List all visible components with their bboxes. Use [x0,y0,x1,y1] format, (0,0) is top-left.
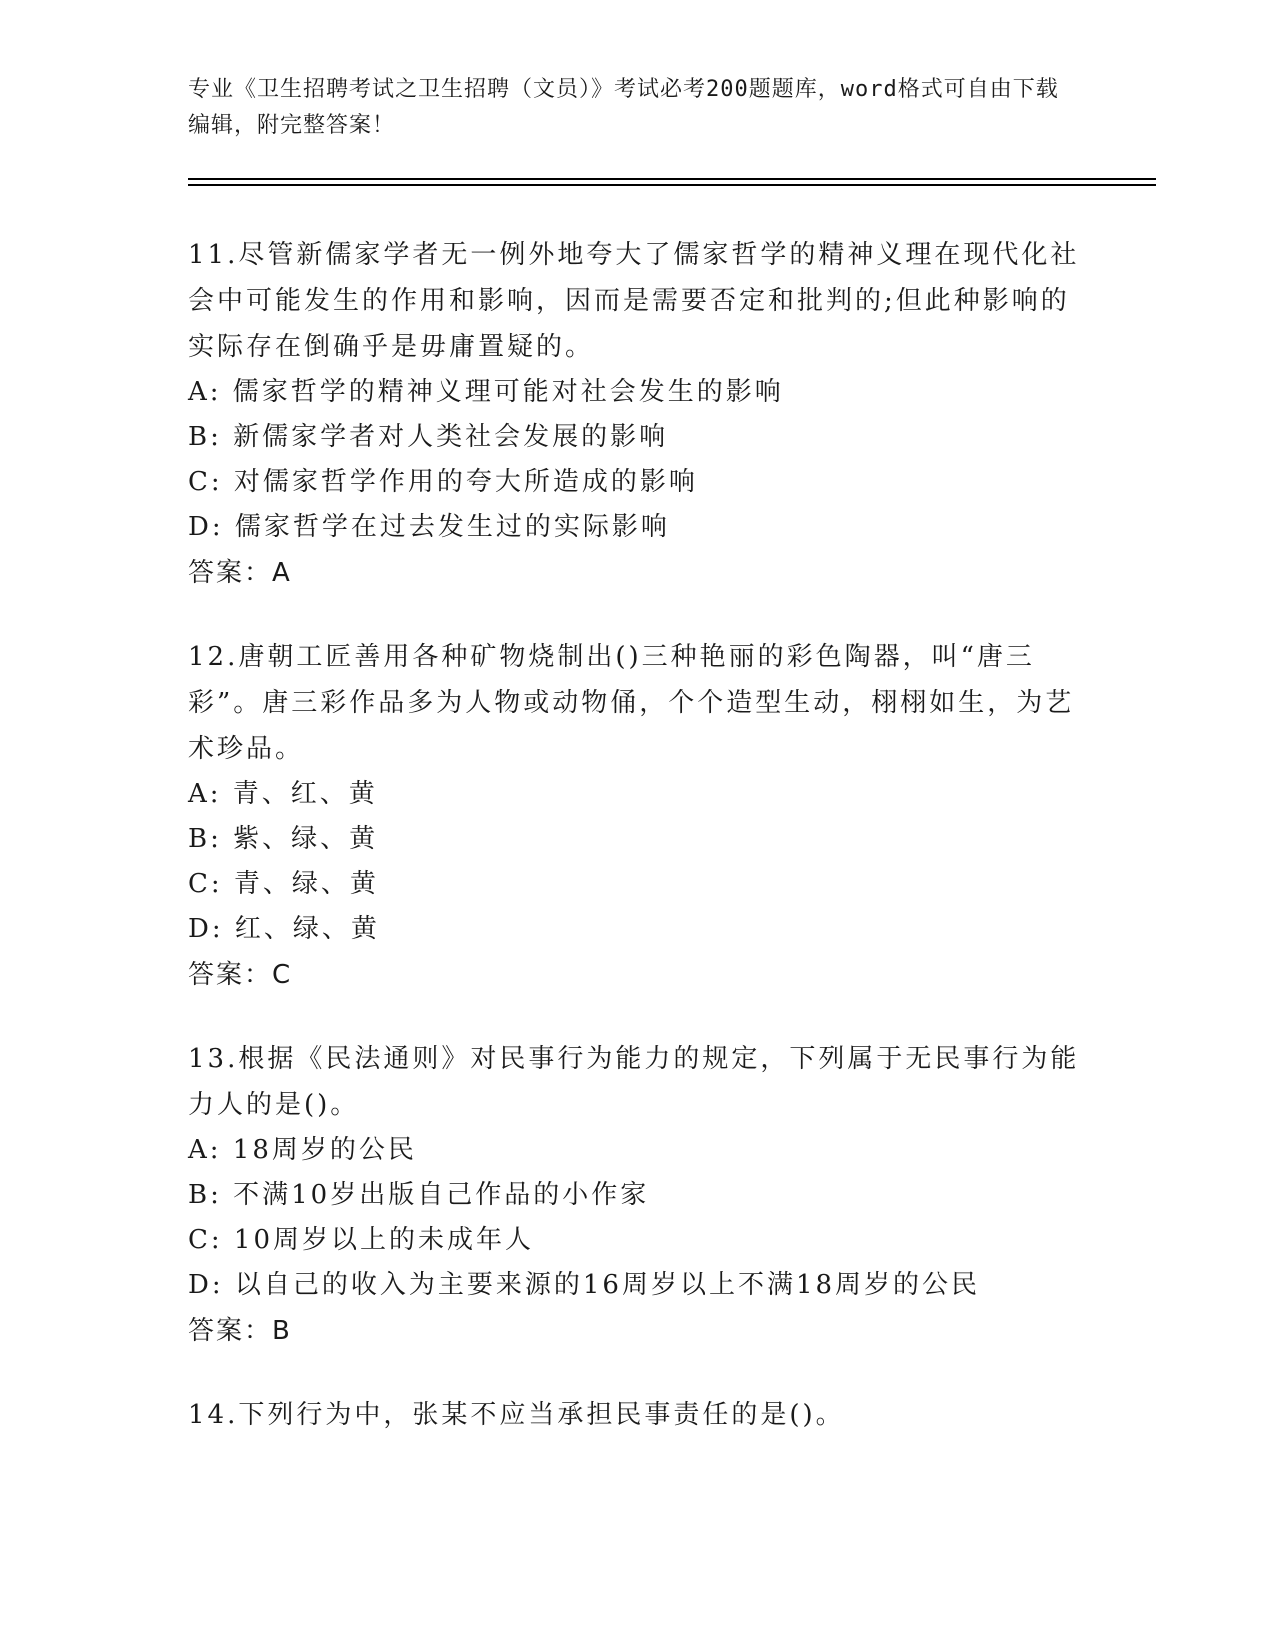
option-a: A: 儒家哲学的精神义理可能对社会发生的影响 [188,377,784,407]
question-stem: 13.根据《民法通则》对民事行为能力的规定，下列属于无民事行为能力人的是()。 [188,1044,1080,1120]
question-stem: 12.唐朝工匠善用各种矿物烧制出()三种艳丽的彩色陶器，叫“唐三彩”。唐三彩作品多为人物或动物俑，个个造型生动，栩栩如生，为艺术珍品。 [188,642,1075,764]
option-b: B: 紫、绿、黄 [188,824,379,854]
option-c: C: 对儒家哲学作用的夸大所造成的影响 [188,467,698,497]
option-c: C: 10周岁以上的未成年人 [188,1225,535,1255]
question-stem: 14.下列行为中，张某不应当承担民事责任的是()。 [188,1400,845,1430]
question-13 [188,1036,1088,1354]
answer: 答案：A [188,558,292,588]
question-12 [188,634,1088,998]
document-header: 专业《卫生招聘考试之卫生招聘（文员）》考试必考200题题库，word格式可自由下载编辑，附完整答案！ [188,77,1059,138]
option-c: C: 青、绿、黄 [188,869,379,899]
header-divider-bottom [188,184,1156,186]
option-b: B: 不满10岁出版自己作品的小作家 [188,1180,650,1210]
question-list [188,232,1088,1476]
option-d: D: 以自己的收入为主要来源的16周岁以上不满18周岁的公民 [188,1270,981,1300]
option-b: B: 新儒家学者对人类社会发展的影响 [188,422,669,452]
question-11 [188,232,1088,596]
option-a: A: 青、红、黄 [188,779,378,809]
option-a: A: 18周岁的公民 [188,1135,417,1165]
header-divider-top [188,178,1156,180]
option-d: D: 儒家哲学在过去发生过的实际影响 [188,512,670,542]
answer: 答案：B [188,1316,292,1346]
document-page [188,0,1148,1650]
question-stem: 11.尽管新儒家学者无一例外地夸大了儒家哲学的精神义理在现代化社会中可能发生的作用和影响，因而是需要否定和批判的;但此种影响的实际存在倒确乎是毋庸置疑的。 [188,240,1080,362]
answer: 答案：C [188,960,293,990]
question-14 [188,1392,1088,1438]
option-d: D: 红、绿、黄 [188,914,380,944]
